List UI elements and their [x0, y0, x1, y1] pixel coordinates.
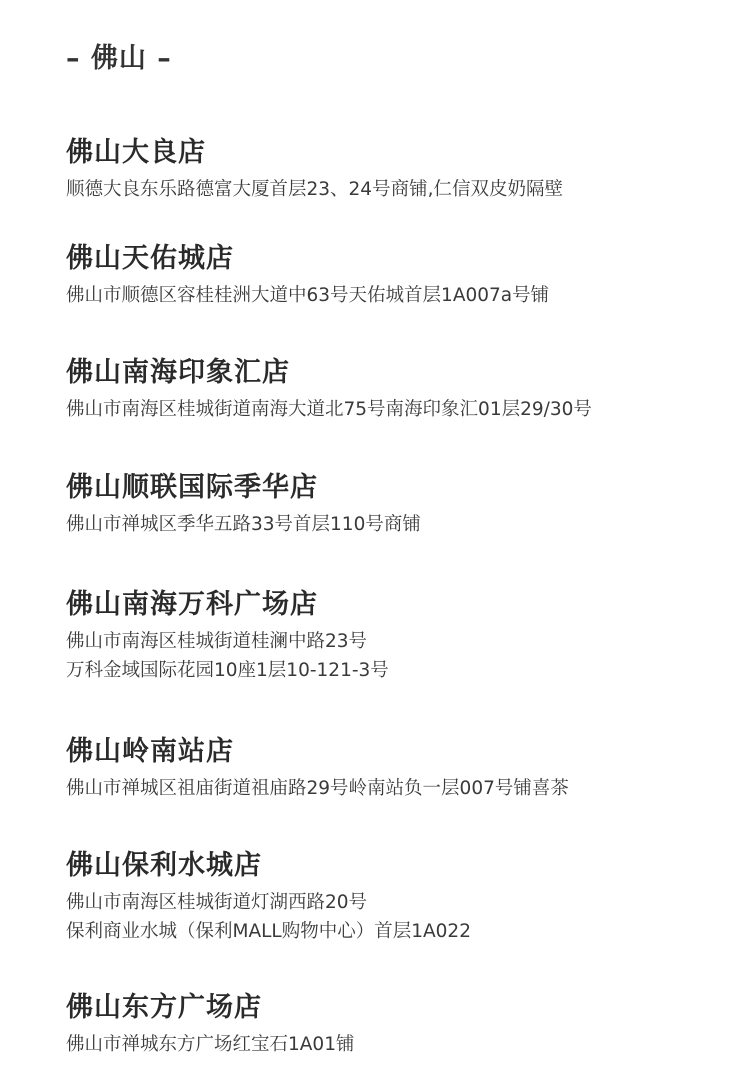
city-header: – 佛山 – [66, 43, 172, 74]
store-entry [66, 243, 726, 310]
store-address-line: 顺德大良东乐路德富大厦首层23、24号商铺,仁信双皮奶隔壁 [66, 179, 563, 200]
store-name: 佛山南海印象汇店 [66, 357, 290, 388]
store-address [66, 627, 726, 685]
store-list-page [66, 0, 726, 1088]
store-address-line: 佛山市禅城区季华五路33号首层110号商铺 [66, 514, 421, 535]
store-name: 佛山顺联国际季华店 [66, 472, 318, 503]
store-address [66, 175, 726, 204]
store-entry [66, 589, 726, 685]
store-address [66, 1030, 726, 1059]
store-address [66, 395, 726, 424]
store-address [66, 510, 726, 539]
store-address-line: 保利商业水城（保利MALL购物中心）首层1A022 [66, 921, 471, 942]
store-address-line: 佛山市顺德区容桂桂洲大道中63号天佑城首层1A007a号铺 [66, 285, 550, 306]
store-address-line: 佛山市禅城区祖庙街道祖庙路29号岭南站负一层007号铺喜茶 [66, 778, 569, 799]
store-address-line: 万科金域国际花园10座1层10-121-3号 [66, 660, 389, 681]
store-address [66, 281, 726, 310]
store-address-line: 佛山市南海区桂城街道桂澜中路23号 [66, 631, 368, 652]
store-entry [66, 472, 726, 539]
store-entry [66, 736, 726, 803]
store-address [66, 774, 726, 803]
store-name: 佛山大良店 [66, 137, 206, 168]
store-address-line: 佛山市禅城东方广场红宝石1A01铺 [66, 1034, 355, 1055]
store-entry [66, 357, 726, 424]
store-name: 佛山东方广场店 [66, 992, 262, 1023]
store-name: 佛山天佑城店 [66, 243, 234, 274]
store-entry [66, 137, 726, 204]
store-address-line: 佛山市南海区桂城街道南海大道北75号南海印象汇01层29/30号 [66, 399, 592, 420]
store-name: 佛山南海万科广场店 [66, 589, 318, 620]
store-name: 佛山保利水城店 [66, 850, 262, 881]
store-address-line: 佛山市南海区桂城街道灯湖西路20号 [66, 892, 368, 913]
store-entry [66, 992, 726, 1059]
store-entry [66, 850, 726, 946]
store-name: 佛山岭南站店 [66, 736, 234, 767]
store-address [66, 888, 726, 946]
